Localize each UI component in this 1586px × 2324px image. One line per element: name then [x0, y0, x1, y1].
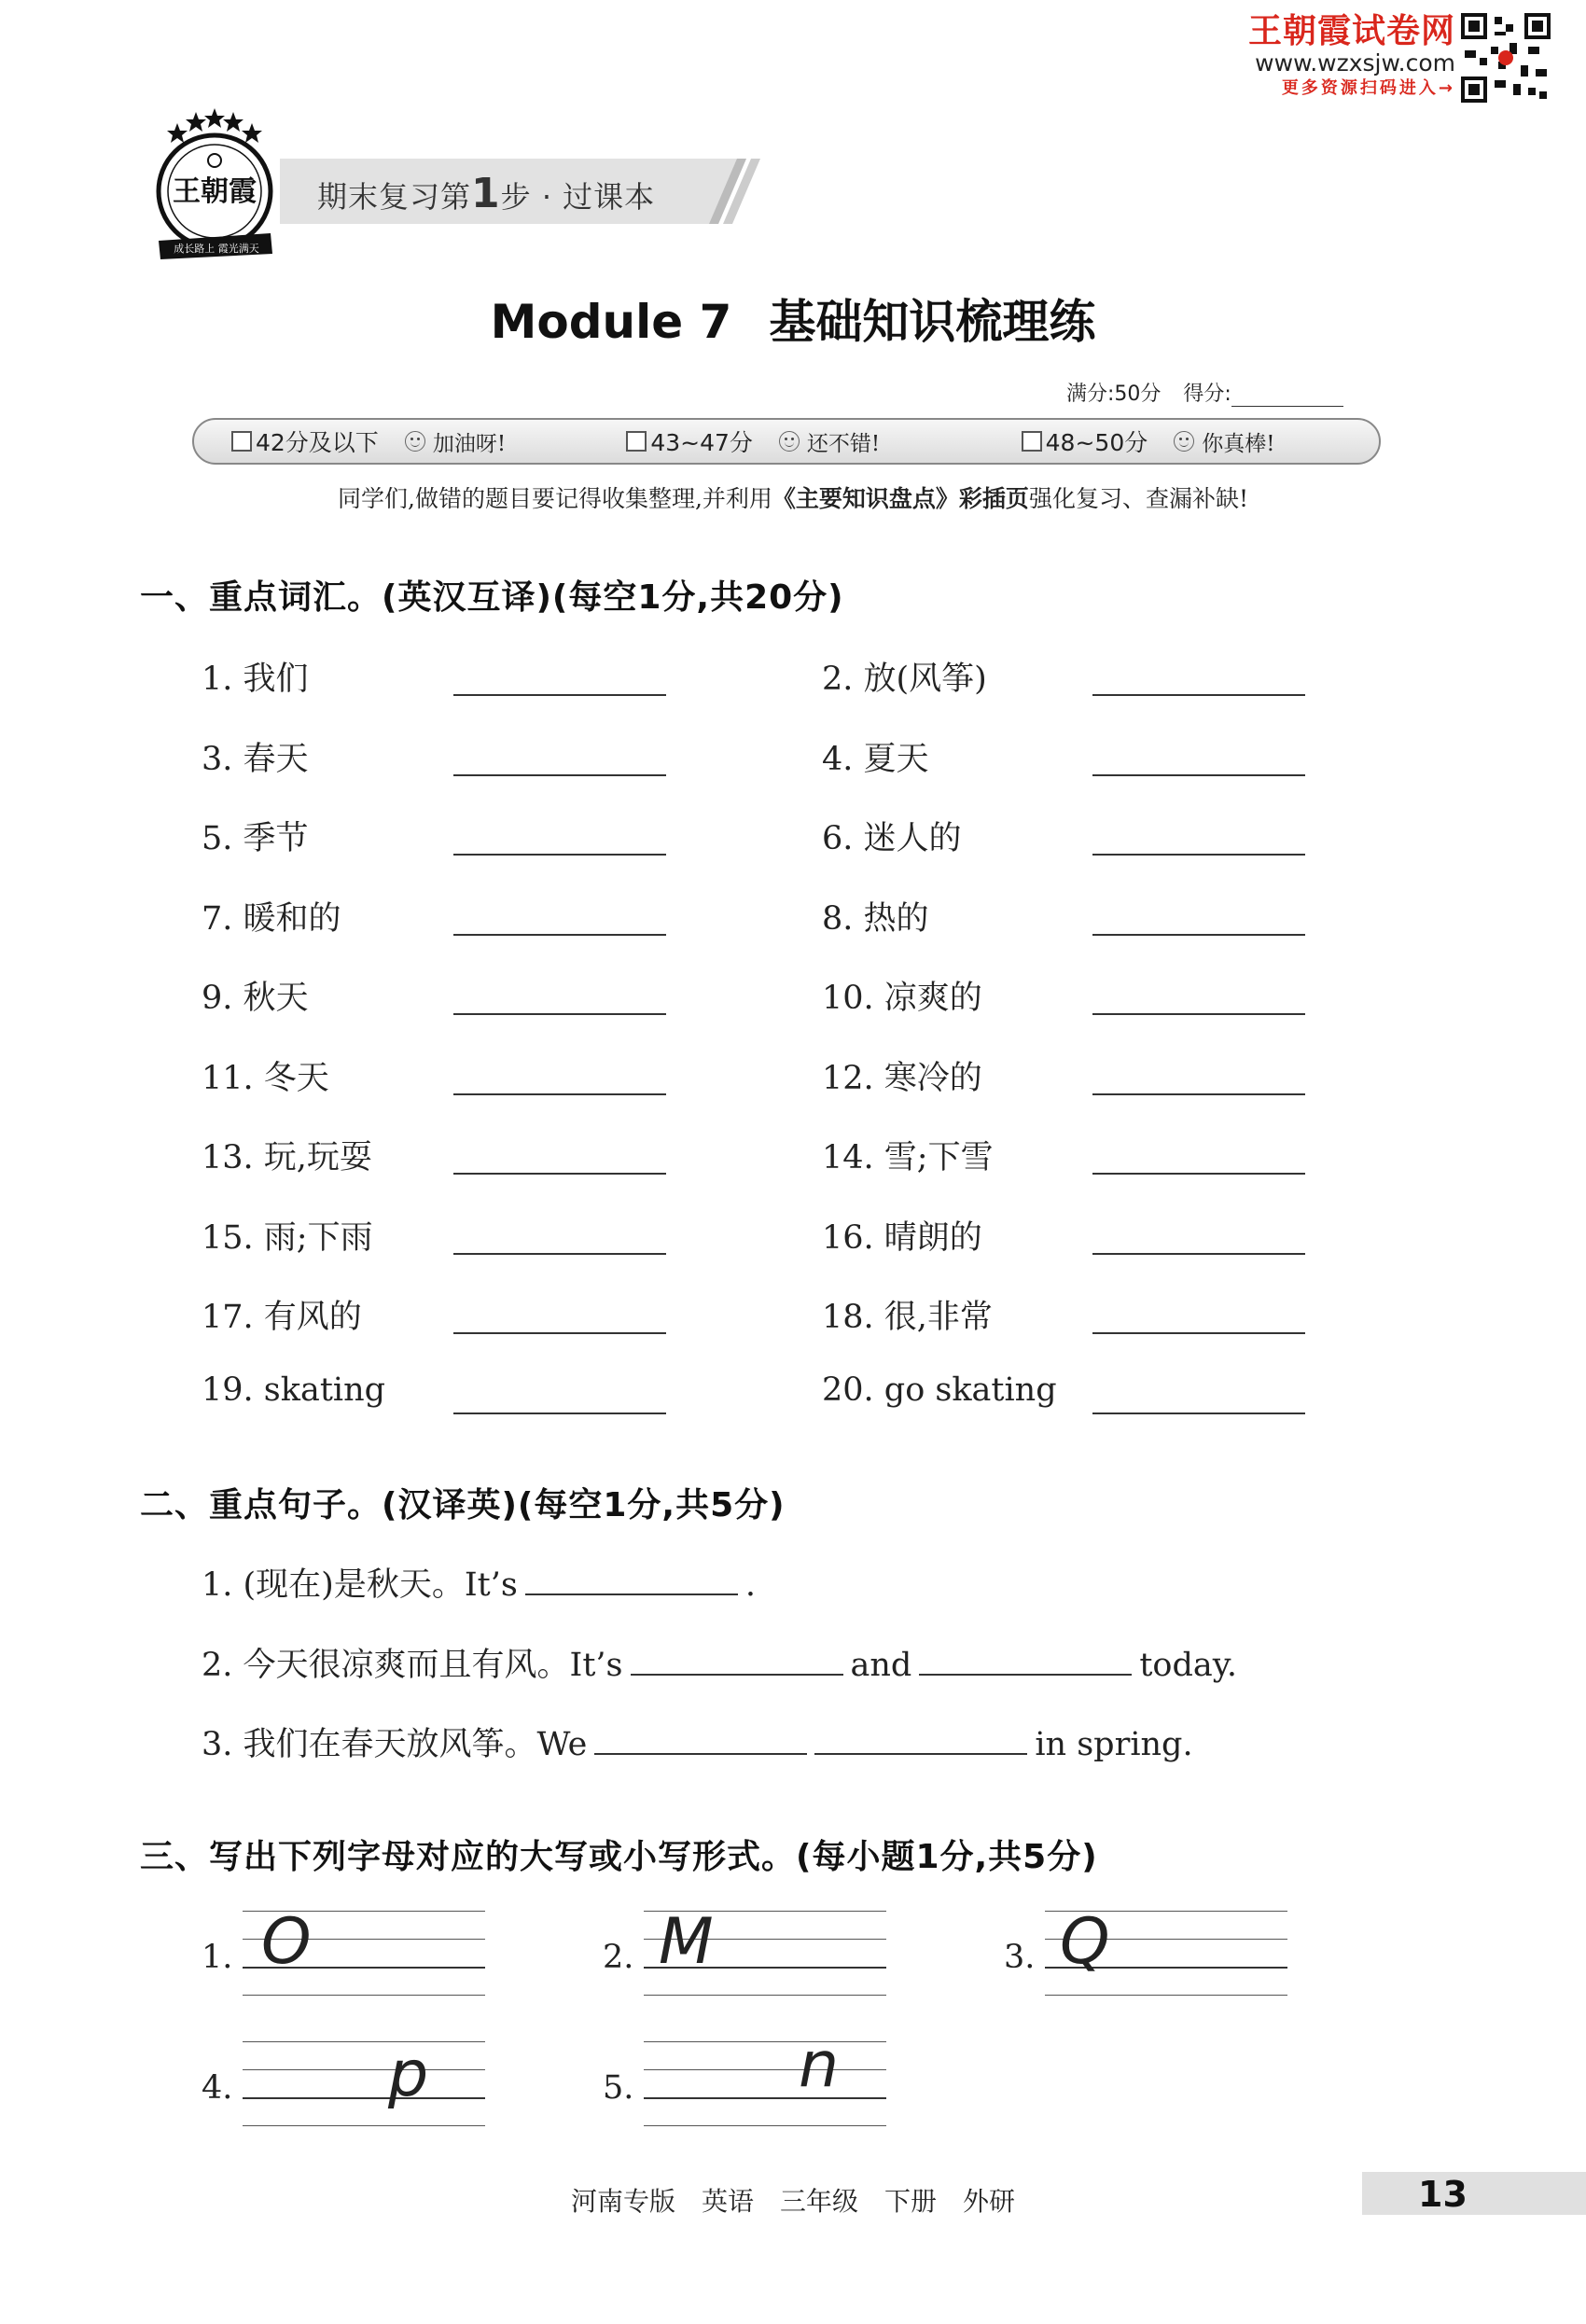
- writing-lines[interactable]: [644, 2041, 886, 2125]
- brand-url[interactable]: www.wzxsjw.com: [1255, 49, 1455, 77]
- answer-blank[interactable]: [1092, 1052, 1305, 1095]
- list-item: 9. 秋天 10. 凉爽的: [202, 972, 1386, 1052]
- grade-bar: [192, 418, 1381, 465]
- grade-option-3[interactable]: 48~50分 你真棒!: [984, 424, 1379, 458]
- score-area: [1066, 378, 1343, 407]
- list-item: 3. 春天 4. 夏天: [202, 733, 1386, 814]
- letter-answer: n: [799, 2028, 840, 2102]
- letter-answer: Q: [1060, 1905, 1110, 1979]
- svg-text:王朝霞: 王朝霞: [173, 175, 257, 208]
- vocab-list: [202, 653, 1386, 1451]
- answer-blank[interactable]: [453, 733, 666, 776]
- answer-blank[interactable]: [1092, 1132, 1305, 1175]
- answer-blank[interactable]: [453, 972, 666, 1015]
- smiley-icon: [779, 431, 800, 452]
- list-item: 5. 季节 6. 迷人的: [202, 813, 1386, 893]
- list-item: 19. skating 20. go skating: [202, 1371, 1386, 1452]
- answer-blank[interactable]: [453, 813, 666, 856]
- answer-blank[interactable]: [631, 1638, 843, 1676]
- answer-blank[interactable]: [453, 1052, 666, 1095]
- answer-blank[interactable]: [594, 1718, 807, 1755]
- grade-option-2[interactable]: 43~47分 还不错!: [589, 424, 983, 458]
- answer-blank[interactable]: [1092, 733, 1305, 776]
- answer-blank[interactable]: [814, 1718, 1027, 1755]
- score-label: 得分:: [1183, 383, 1231, 406]
- answer-blank[interactable]: [1092, 1371, 1305, 1414]
- list-item: 11. 冬天 12. 寒冷的: [202, 1052, 1386, 1133]
- answer-blank[interactable]: [453, 1291, 666, 1334]
- score-blank[interactable]: [1231, 386, 1343, 407]
- sentence-3: 3. 我们在春天放风筝。We in spring.: [202, 1718, 1237, 1798]
- answer-blank[interactable]: [453, 1371, 666, 1414]
- section3-title: 三、写出下列字母对应的大写或小写形式。(每小题1分,共5分): [140, 1838, 1098, 1876]
- list-item: 17. 有风的 18. 很,非常: [202, 1291, 1386, 1371]
- list-item: 1. 我们 2. 放(风筝): [202, 653, 1386, 733]
- answer-blank[interactable]: [1092, 813, 1305, 856]
- smiley-icon: [405, 431, 425, 452]
- page-number: 13: [1418, 2174, 1468, 2215]
- banner-text: 期末复习第1步 · 过课本: [317, 170, 656, 217]
- grade-option-1[interactable]: 42分及以下 加油呀!: [194, 424, 589, 458]
- answer-blank[interactable]: [1092, 972, 1305, 1015]
- wang-zhaoxia-logo-icon: [140, 103, 289, 271]
- full-score: 满分:50分: [1066, 383, 1162, 406]
- page-number-bar: [1362, 2172, 1586, 2215]
- sentence-1: 1. (现在)是秋天。It’s .: [202, 1558, 1237, 1638]
- brand-more: 更多资源扫码进入→: [1281, 78, 1455, 98]
- svg-text:成长路上 霞光满天: 成长路上 霞光满天: [174, 243, 259, 255]
- letter-answer: O: [261, 1905, 312, 1979]
- checkbox[interactable]: [626, 431, 647, 452]
- section2-title: 二、重点句子。(汉译英)(每空1分,共5分): [140, 1486, 786, 1524]
- answer-blank[interactable]: [1092, 653, 1305, 696]
- answer-blank[interactable]: [453, 893, 666, 936]
- answer-blank[interactable]: [453, 1212, 666, 1255]
- page-title: Module 7 基础知识梳理练: [490, 295, 1096, 349]
- answer-blank[interactable]: [525, 1558, 738, 1595]
- answer-blank[interactable]: [453, 653, 666, 696]
- letter-answer: M: [659, 1905, 714, 1979]
- answer-blank[interactable]: [1092, 893, 1305, 936]
- answer-blank[interactable]: [919, 1638, 1132, 1676]
- letter-answer: p: [388, 2038, 429, 2111]
- qr-code-icon[interactable]: [1461, 13, 1551, 103]
- answer-blank[interactable]: [1092, 1212, 1305, 1255]
- section1-title: 一、重点词汇。(英汉互译)(每空1分,共20分): [140, 578, 844, 617]
- brand-title: 王朝霞试卷网: [1247, 12, 1455, 50]
- brand-block: [1248, 13, 1455, 101]
- answer-blank[interactable]: [453, 1132, 666, 1175]
- checkbox[interactable]: [1022, 431, 1042, 452]
- list-item: 15. 雨;下雨 16. 晴朗的: [202, 1212, 1386, 1292]
- smiley-icon: [1174, 431, 1194, 452]
- sentence-2: 2. 今天很凉爽而且有风。It’s and today.: [202, 1638, 1237, 1719]
- answer-blank[interactable]: [1092, 1291, 1305, 1334]
- notice-text: 同学们,做错的题目要记得收集整理,并利用《主要知识盘点》彩插页强化复习、查漏补缺!: [338, 485, 1248, 512]
- sentence-list: [202, 1558, 1237, 1798]
- writing-lines[interactable]: [243, 2041, 485, 2125]
- checkbox[interactable]: [231, 431, 252, 452]
- list-item: 13. 玩,玩耍 14. 雪;下雪: [202, 1132, 1386, 1212]
- footer: 河南专版 英语 三年级 下册 外研: [570, 2186, 1016, 2217]
- list-item: 7. 暖和的 8. 热的: [202, 893, 1386, 973]
